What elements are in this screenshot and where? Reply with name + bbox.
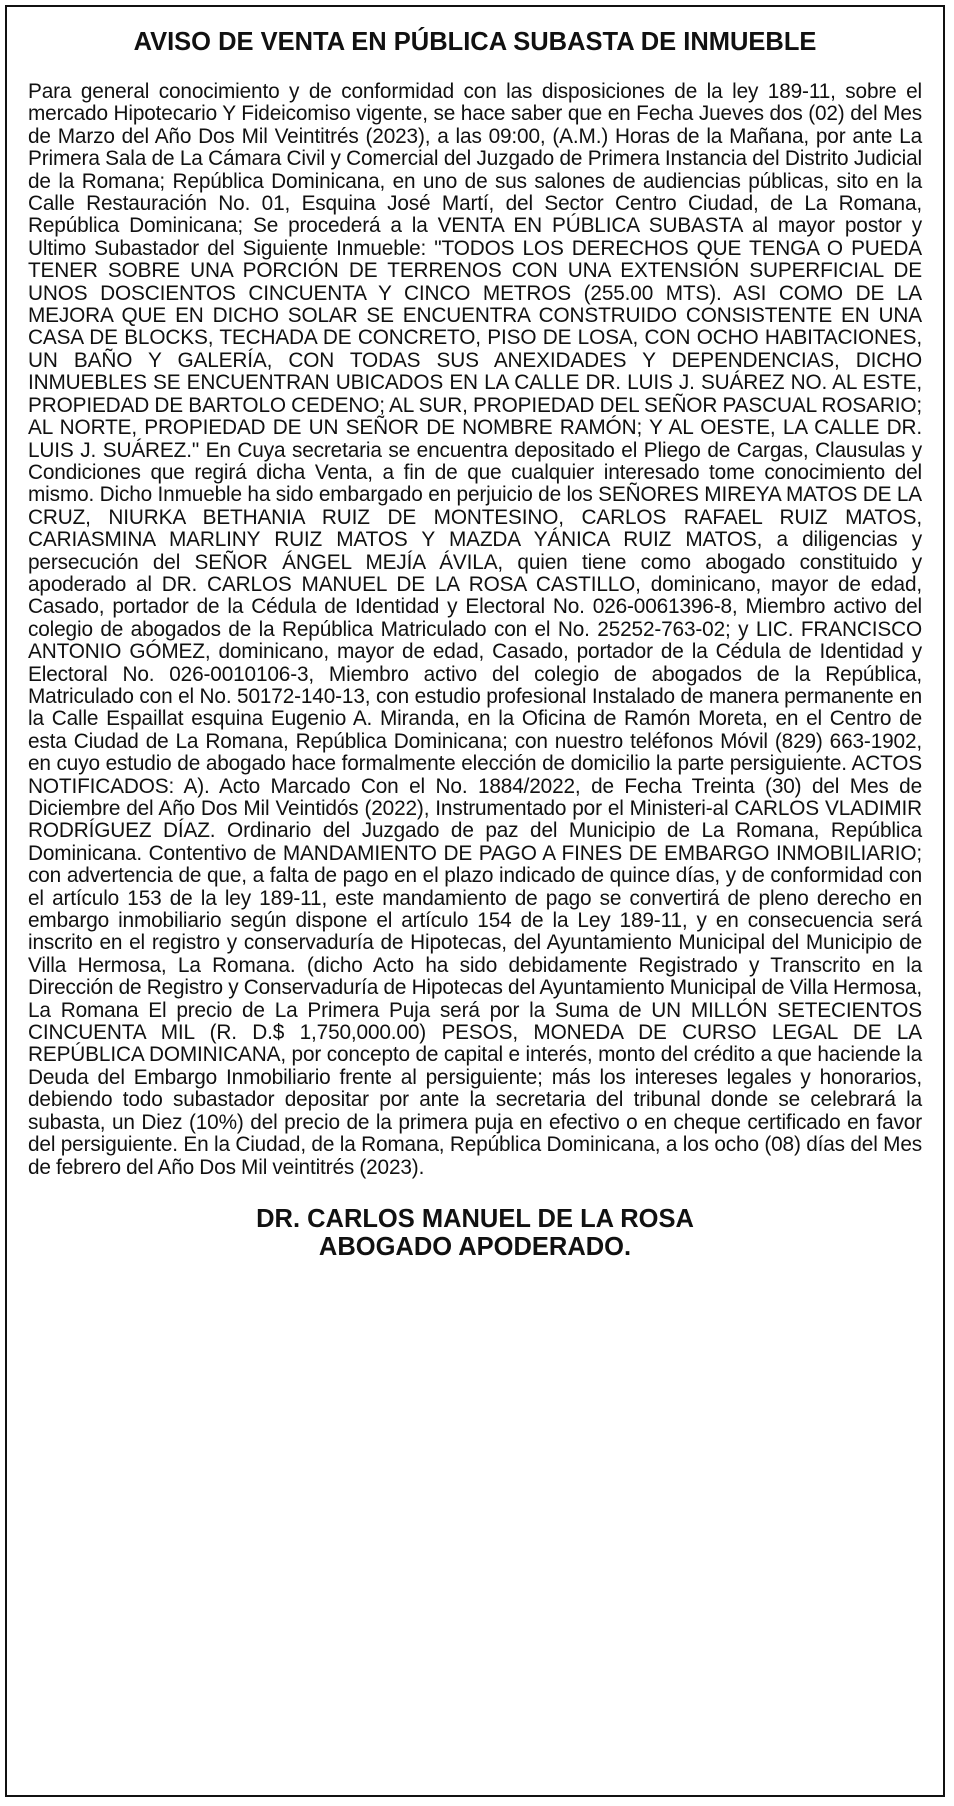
notice-body: Para general conocimiento y de conformidad con las disposiciones de la ley 189-11, sobre el mercado Hipotecario Y Fideicomiso vigente, se hace saber que en Fecha Jueves dos (02) del Mes de Marzo del Año Dos Mil Veintitrés (2023), a las 09:00, (A.M.) Horas de la Mañana, por ante La Primera Sala de La Cámara Civil y Comercial del Juzgado de Primera Instancia del Distrito Judicial de la Romana; República Dominicana, en uno de sus salones de audiencias públicas, sito en la Calle Restauración No. 01, Esquina José Martí, del Sector Centro Ciudad, de La Romana, República Dominicana; Se procederá a la VENTA EN PÚBLICA SUBASTA al mayor postor y Ultimo Subastador del Siguiente Inmueble: "TODOS LOS DERECHOS QUE TENGA O PUEDA TENER SOBRE UNA PORCIÓN DE TERRENOS CON UNA EXTENSIÓN SUPERFICIAL DE UNOS DOSCIENTOS CINCUENTA Y CINCO METROS (255.00 MTS). ASI COMO DE LA MEJORA QUE EN DICHO SOLAR SE ENCUENTRA CONSTRUIDO CONSISTENTE EN UNA CASA DE BLOCKS, TECHADA DE CONCRETO, PISO DE LOSA, CON OCHO HABITACIONES, UN BAÑO Y GALERÍA, CON TODAS SUS ANEXIDADES Y DEPENDENCIAS, DICHO INMUEBLES SE ENCUENTRAN UBICADOS EN LA CALLE DR. LUIS J. SUÁREZ NO. AL ESTE, PROPIEDAD DE BARTOLO CEDENO; AL SUR, PROPIEDAD DEL SEÑOR PASCUAL ROSARIO; AL NORTE, PROPIEDAD DE UN SEÑOR DE NOMBRE RAMÓN; Y AL OESTE, LA CALLE DR. LUIS J. SUÁREZ." En Cuya secretaria se encuentra depositado el Pliego de Cargas, Clausulas y Condiciones que regirá dicha Venta, a fin de que cualquier interesado tome conocimiento del mismo. Dicho Inmueble ha sido embargado en perjuicio de los SEÑORES MIREYA MATOS DE LA CRUZ, NIURKA BETHANIA RUIZ DE MONTESINO, CARLOS RAFAEL RUIZ MATOS, CARIASMINA MARLINY RUIZ MATOS Y MAZDA YÁNICA RUIZ MATOS, a diligencias y persecución del SEÑOR ÁNGEL MEJÍA ÁVILA, quien tiene como abogado constituido y apoderado al DR. CARLOS MANUEL DE LA ROSA CASTILLO, dominicano, mayor de edad, Casado, portador de la Cédula de Identidad y Electoral No. 026-0061396-8, Miembro activo del colegio de abogados de la República Matriculado con el No. 25252-763-02; y LIC. FRANCISCO ANTONIO GÓMEZ, dominicano, mayor de edad, Casado, portador de la Cédula de Identidad y Electoral No. 026-0010106-3, Miembro activo del colegio de abogados de la República, Matriculado con el No. 50172-140-13, con estudio profesional Instalado de manera permanente en la Calle Espaillat esquina Eugenio A. Miranda, en la Oficina de Ramón Moreta, en el Centro de esta Ciudad de La Romana, República Dominicana; con nuestro teléfonos Móvil (829) 663-1902, en cuyo estudio de abogado hace formalmente elección de domicilio la parte persiguiente. ACTOS NOTIFICADOS: A). Acto Marcado Con el No. 1884/2022, de Fecha Treinta (30) del Mes de Diciembre del Año Dos Mil Veintidós (2022), Instrumentado por el Ministeri-al CARLOS VLADIMIR RODRÍGUEZ DÍAZ. Ordinario del Juzgado de paz del Municipio de La Romana, República Dominicana. Contentivo de MANDAMIENTO DE PAGO A FINES DE EMBARGO INMOBILIARIO; con advertencia de que, a falta de pago en el plazo indicado de quince días, y de conformidad con el artículo 153 de la ley 189-11, este mandamiento de pago se convertirá de pleno derecho en embargo inmobiliario según dispone el artículo 154 de la Ley 189-11, y en consecuencia será inscrito en el registro y conservaduría de Hipotecas, del Ayuntamiento Municipal del Municipio de Villa Hermosa, La Romana. (dicho Acto ha sido debidamente Registrado y Transcrito en la Dirección de Registro y Conservaduría de Hipotecas del Ayuntamiento Municipal de Villa Hermosa, La Romana El precio de La Primera Puja será por la Suma de UN MILLÓN SETECIENTOS CINCUENTA MIL (R. D.$ 1,750,000.00) PESOS, MONEDA DE CURSO LEGAL DE LA REPÚBLICA DOMINICANA, por concepto de capital e interés, monto del crédito a que haciende la Deuda del Embargo Inmobiliario frente al persiguiente; más los intereses legales y honorarios, debiendo todo subastador depositar por ante la secretaria del tribunal donde se celebrará la subasta, un Diez (10%) del precio de la primera puja en efectivo o en cheque certificado en favor del persiguiente. En la Ciudad, de la Romana, República Dominicana, a los ocho (08) días del Mes de febrero del Año Dos Mil veintitrés (2023). — [28, 80, 922, 1179]
signature-role: ABOGADO APODERADO. — [318, 1232, 632, 1261]
notice-title: AVISO DE VENTA EN PÚBLICA SUBASTA DE INMUEBLE — [133, 28, 817, 56]
signature-name: DR. CARLOS MANUEL DE LA ROSA — [256, 1204, 694, 1233]
legal-notice — [5, 5, 945, 1797]
signature-block — [28, 1205, 922, 1261]
